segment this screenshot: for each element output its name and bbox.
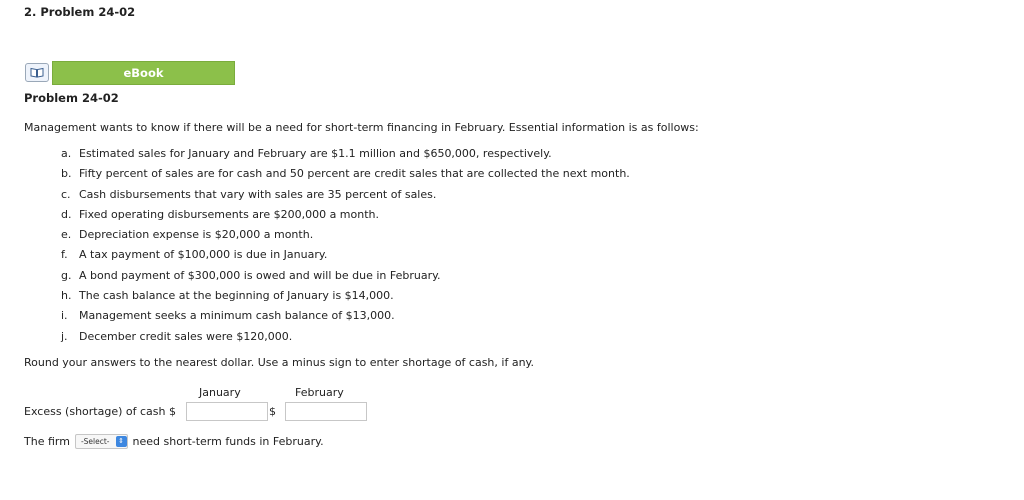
rounding-instructions: Round your answers to the nearest dollar. Use a minus sign to enter shortage of cash, if any. — [24, 356, 534, 369]
row-label-text: Excess (shortage) of cash — [24, 405, 166, 418]
list-item-text: December credit sales were $120,000. — [79, 329, 293, 343]
january-cash-input[interactable] — [186, 402, 268, 421]
need-funds-select[interactable] — [75, 434, 128, 449]
ebook-button[interactable]: eBook — [52, 61, 235, 85]
list-item — [61, 208, 630, 228]
problem-number-header: 2. Problem 24-02 — [24, 5, 136, 19]
list-item — [61, 309, 630, 329]
excess-shortage-row-label — [24, 405, 176, 418]
currency-symbol: $ — [168, 405, 176, 418]
list-item-letter: j. — [61, 329, 68, 343]
list-item — [61, 167, 630, 187]
list-item-text: A tax payment of $100,000 is due in January. — [79, 248, 328, 262]
list-item-letter: h. — [61, 289, 72, 303]
list-item-letter: f. — [61, 248, 68, 262]
february-cash-input[interactable] — [285, 402, 367, 421]
list-item-text: Fixed operating disbursements are $200,000 a month. — [79, 207, 380, 221]
info-list — [61, 147, 630, 350]
list-item-letter: b. — [61, 167, 72, 181]
firm-sentence — [24, 434, 324, 449]
list-item-letter: e. — [61, 228, 72, 242]
list-item-text: The cash balance at the beginning of January is $14,000. — [79, 289, 394, 303]
column-header-february: February — [295, 386, 344, 399]
list-item-letter: g. — [61, 268, 72, 282]
list-item-letter: c. — [61, 187, 71, 201]
book-icon[interactable] — [25, 63, 49, 82]
problem-intro: Management wants to know if there will be a need for short-term financing in February. Essential information is as follows: — [24, 121, 699, 134]
list-item-letter: d. — [61, 207, 72, 221]
select-value: -Select- — [80, 437, 110, 446]
list-item-letter: a. — [61, 147, 72, 160]
firm-sentence-prefix: The firm — [24, 435, 70, 448]
list-item — [61, 248, 630, 268]
list-item-text: Estimated sales for January and February are $1.1 million and $650,000, respectively. — [79, 147, 552, 160]
column-header-january: January — [199, 386, 241, 399]
select-arrows-icon: ⇕ — [116, 436, 127, 447]
list-item-text: Fifty percent of sales are for cash and 50 percent are credit sales that are collected the next month. — [79, 167, 630, 181]
list-item-text: Depreciation expense is $20,000 a month. — [79, 228, 314, 242]
firm-sentence-suffix: need short-term funds in February. — [132, 435, 324, 448]
list-item — [61, 147, 630, 167]
list-item — [61, 330, 630, 350]
problem-title: Problem 24-02 — [24, 91, 119, 105]
list-item — [61, 228, 630, 248]
currency-symbol: $ — [269, 405, 276, 418]
list-item-text: Management seeks a minimum cash balance of $13,000. — [79, 309, 395, 323]
list-item — [61, 188, 630, 208]
list-item-text: A bond payment of $300,000 is owed and will be due in February. — [79, 268, 441, 282]
list-item — [61, 269, 630, 289]
list-item-text: Cash disbursements that vary with sales are 35 percent of sales. — [79, 187, 437, 201]
list-item-letter: i. — [61, 309, 68, 323]
list-item — [61, 289, 630, 309]
